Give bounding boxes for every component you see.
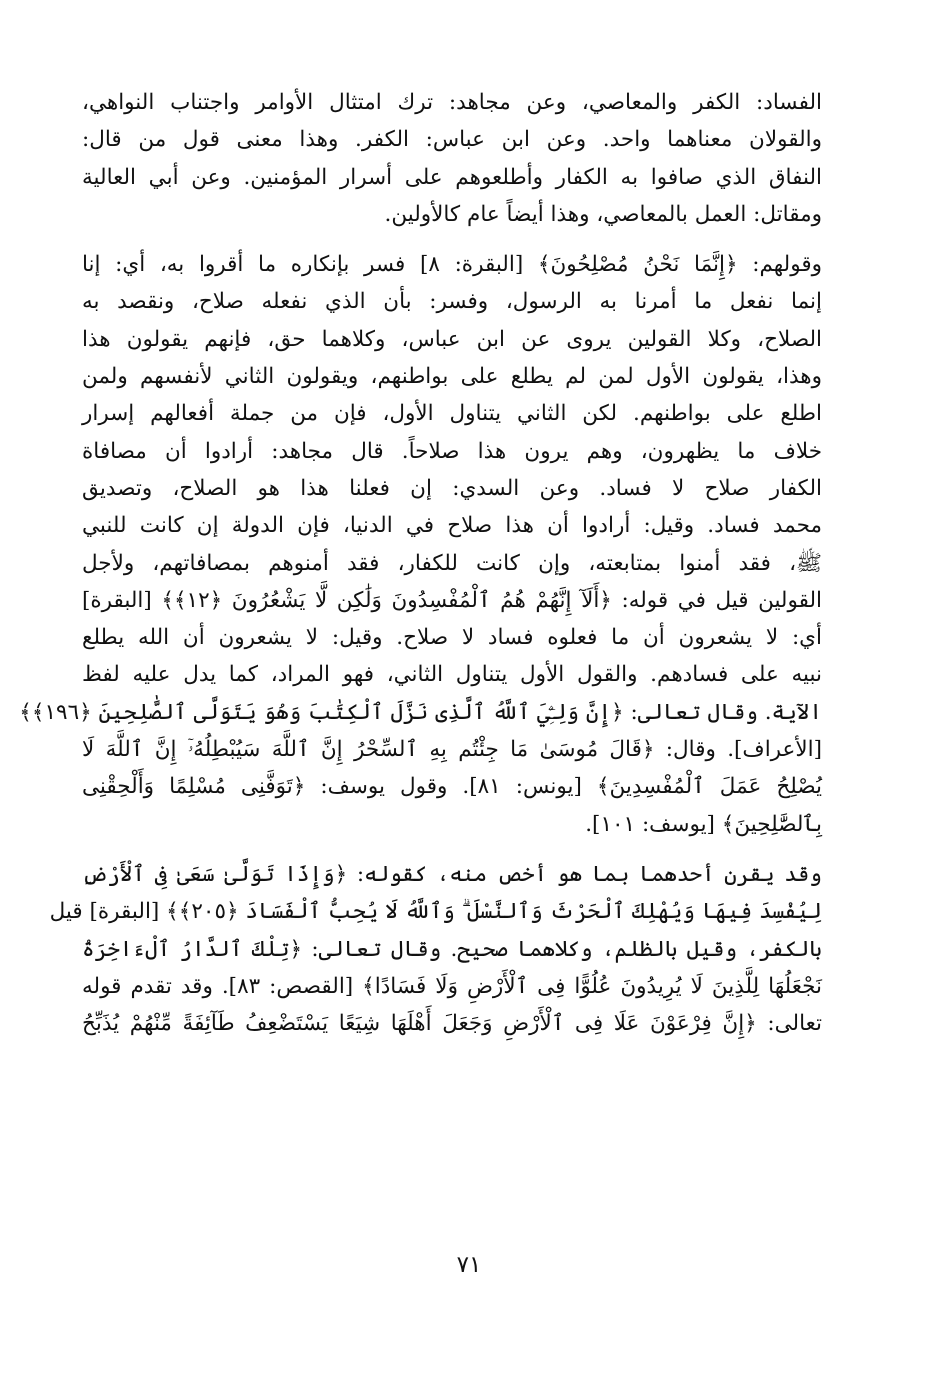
- text-line: الصلاح، وكلا القولين يروى عن ابن عباس، وكلاهما حق، فإنهم يقولون هذا: [82, 326, 822, 352]
- paragraph-3: [49, 856, 822, 1042]
- book-page-body: [19, 84, 822, 1042]
- text-line: تعالى: ﴿إِنَّ فِرْعَوْنَ عَلَا فِى ٱلْأَرْضِ وَجَعَلَ أَهْلَهَا شِيَعًا يَسْتَضْعِفُ طَآئِفَةً مِّنْهُمْ يُذَبِّحُ: [82, 1011, 822, 1037]
- text-line: الكفار صلاح لا فساد. وعن السدي: إن فعلنا هذا هو الصلاح، وتصديق: [82, 475, 822, 501]
- text-line: القولين قيل في قوله: ﴿أَلَآ إِنَّهُمْ هُمُ ٱلْمُفْسِدُونَ وَلَٰكِن لَّا يَشْعُرُونَ ﴿١٢﴾﴾ [البقرة]: [82, 587, 822, 613]
- text-line: وهذا، يقولون الأول لمن لم يطلع على بواطنهم، ويقولون الثاني لأنفسهم ولمن: [82, 364, 822, 390]
- text-line: الآية. وقال تعالى: ﴿إِنَّ وَلِـِّۧيَ ٱللَّهُ ٱلَّذِى نَزَّلَ ٱلْكِتَٰبَ وَهُوَ يَتَوَلَّى ٱلصَّٰلِحِينَ ﴿١٩٦﴾﴾: [19, 699, 822, 725]
- text-line: الفساد: الكفر والمعاصي، وعن مجاهد: ترك امتثال الأوامر واجتناب النواهي،: [82, 90, 822, 115]
- text-line: إنما نفعل ما أمرنا به الرسول، وفسر: بأن الذي نفعله صلاح، ونقصد به: [82, 289, 822, 315]
- text-line: وقولهم: ﴿إِنَّمَا نَحْنُ مُصْلِحُونَ﴾ [البقرة: ٨] فسر بإنكاره ما أقروا به، أي: إنا: [82, 252, 822, 278]
- paragraph-2: [19, 246, 822, 843]
- text-line: [الأعراف]. وقال: ﴿قَالَ مُوسَىٰ مَا جِئْتُم بِهِ ٱلسِّحْرُ إِنَّ ٱللَّهَ سَيُبْطِلُهُۥٓ إِنَّ ٱللَّهَ لَا: [82, 737, 822, 763]
- text-line: ﷺ، فقد أمنوا بمتابعته، وإن كانت للكفار، فقد أمنوهم بمصافاتهم، ولأجل: [82, 550, 822, 576]
- text-line: محمد فساد. وقيل: أرادوا أن هذا صلاح في الدنيا، فإن الدولة إن كانت للنبي: [82, 513, 822, 539]
- text-line: بِٱلصَّٰلِحِينَ﴾ [يوسف: ١٠١].: [585, 811, 822, 837]
- text-line: والقولان معناهما واحد. وعن ابن عباس: الكفر. وهذا معنى قول من قال:: [82, 127, 822, 153]
- paragraph-1: [82, 84, 822, 233]
- text-line: بالكفر، وقيل بالظلم، وكلاهما صحيح. وقال تعالى: ﴿تِلْكَ ٱلدَّارُ ٱلْءَاخِرَةُ: [82, 936, 822, 962]
- text-line: وقد يقرن أحدهما بما هو أخص منه، كقوله: ﴿وَإِذَا تَوَلَّىٰ سَعَىٰ فِى ٱلْأَرْضِ: [82, 861, 822, 887]
- text-line: نبيه على فسادهم. والقول الأول يتناول الثاني، فهو المراد، كما يدل عليه لفظ: [82, 662, 822, 688]
- text-line: نَجْعَلُهَا لِلَّذِينَ لَا يُرِيدُونَ عُلُوًّا فِى ٱلْأَرْضِ وَلَا فَسَادًا﴾ [القصص: ٨٣]. وقد تقدم قوله: [82, 973, 822, 999]
- text-line: خلاف ما يظهرون، وهم يرون هذا صلاحاً. قال مجاهد: أرادوا أن مصافاة: [82, 438, 822, 464]
- text-line: النفاق الذي صافوا به الكفار وأطلعوهم على أسرار المؤمنين. وعن أبي العالية: [82, 164, 822, 190]
- text-line: لِيُفْسِدَ فِيهَا وَيُهْلِكَ ٱلْحَرْثَ وَٱلنَّسْلَ ۗ وَٱللَّهُ لَا يُحِبُّ ٱلْفَسَادَ ﴿٢٠٥﴾﴾ [البقرة] قيل: [49, 899, 822, 925]
- page-number: ٧١: [456, 1252, 482, 1278]
- text-line: يُصْلِحُ عَمَلَ ٱلْمُفْسِدِينَ﴾ [يونس: ٨١]. وقول يوسف: ﴿تَوَفَّنِى مُسْلِمًا وَأَلْحِقْنِى: [82, 774, 822, 800]
- text-line: ومقاتل: العمل بالمعاصي، وهذا أيضاً عام كالأولين.: [384, 201, 822, 227]
- text-line: أي: لا يشعرون أن ما فعلوه فساد لا صلاح. وقيل: لا يشعرون أن الله يطلع: [82, 625, 822, 651]
- text-line: اطلع على بواطنهم. لكن الثاني يتناول الأول، فإن من جملة أفعالهم إسرار: [82, 401, 822, 427]
